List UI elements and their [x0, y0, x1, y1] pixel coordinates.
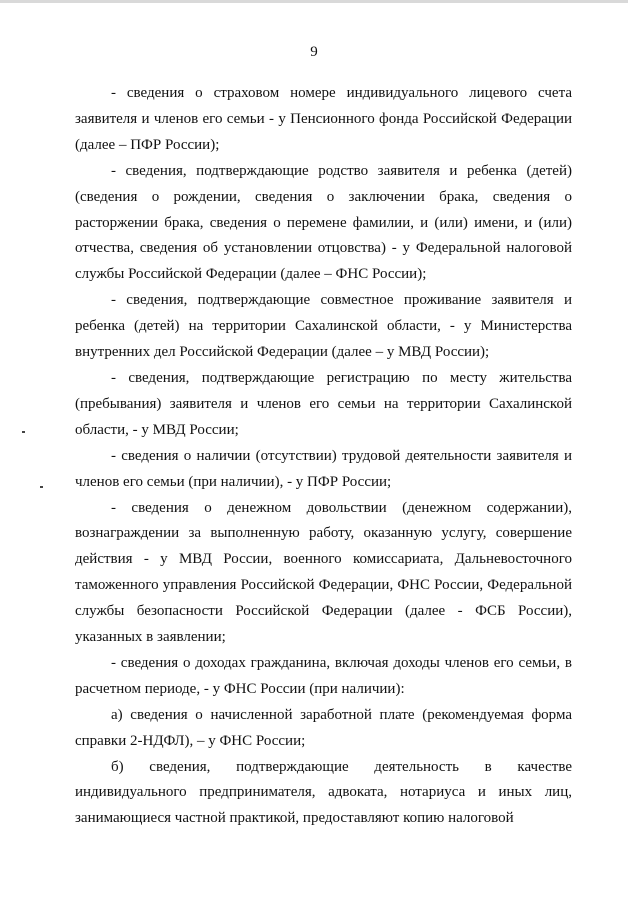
paragraph-registration: - сведения, подтверждающие регистрацию по месту жительства (пребывания) заявителя и членов его семьи на территории Сахалинской области, - у МВД России;: [75, 369, 572, 438]
paragraph-entrepreneur: б) сведения, подтверждающие деятельность в качестве индивидуального предпринимателя, адвоката, нотариуса и иных лиц, занимающиеся частной практикой, предоставляют копию налоговой: [75, 758, 572, 827]
paragraph-cohabitation: - сведения, подтверждающие совместное проживание заявителя и ребенка (детей) на территории Сахалинской области, - у Министерства внутренних дел Российской Федерации (далее – у МВД России);: [75, 292, 572, 361]
paragraph-salary: а) сведения о начисленной заработной плате (рекомендуемая форма справки 2-НДФЛ), – у ФНС России;: [75, 706, 572, 749]
paragraph-income: - сведения о доходах гражданина, включая доходы членов его семьи, в расчетном периоде, - у ФНС России (при наличии):: [75, 654, 572, 697]
paragraph-snils: - сведения о страховом номере индивидуального лицевого счета заявителя и членов его семьи - у Пенсионного фонда Российской Федерации (далее – ПФР России);: [75, 85, 572, 153]
paragraph-employment: - сведения о наличии (отсутствии) трудовой деятельности заявителя и членов его семьи (при наличии), - у ПФР России;: [75, 447, 572, 490]
scan-edge: [0, 0, 628, 3]
page-number: 9: [310, 44, 318, 60]
scan-speck: [22, 431, 25, 433]
scan-speck: [40, 486, 43, 488]
document-body: [75, 81, 572, 832]
paragraph-kinship: - сведения, подтверждающие родство заявителя и ребенка (детей) (сведения о рождении, сведения о заключении брака, сведения о расторжении брака, сведения о перемене фамилии, и (или) имени, и (или) отчества, сведения об установлении отцовства) - у Федеральной налоговой службы Российской Федерации (далее – ФНС России);: [75, 162, 572, 283]
paragraph-allowance: - сведения о денежном довольствии (денежном содержании), вознаграждении за выполненную работу, оказанную услугу, совершение действия - у МВД России, военного комиссариата, Дальневосточного таможенного управления Российской Федерации, ФНС России, Федеральной службы безопасности Российской Федерации (далее - ФСБ России), указанных в заявлении;: [75, 499, 572, 646]
